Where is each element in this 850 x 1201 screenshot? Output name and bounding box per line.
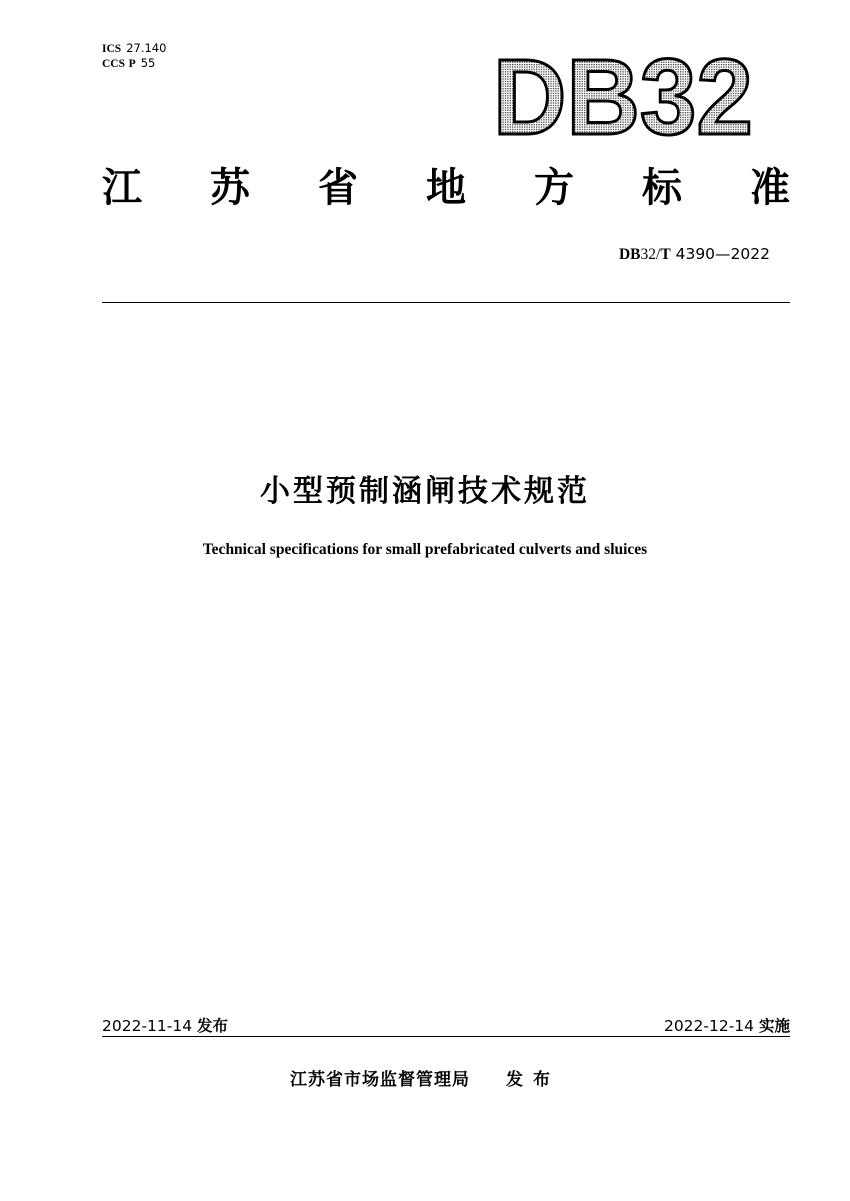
ccs-value: 55 — [140, 56, 156, 70]
standard-type-char: 标 — [642, 165, 682, 211]
issuer-organization: 江苏省市场监督管理局 — [290, 1070, 470, 1090]
std-number-db: DB — [618, 246, 641, 263]
issuing-authority — [0, 1065, 850, 1090]
std-number-t: T — [660, 246, 671, 263]
document-title-english: Technical specifications for small prefabricated culverts and sluices — [202, 541, 648, 558]
implementation-date — [664, 1014, 790, 1036]
db32-logo — [488, 40, 758, 140]
ics-code — [102, 41, 166, 56]
standard-type-char: 准 — [750, 165, 790, 211]
ics-label: ICS — [102, 43, 122, 55]
document-title-chinese: 小型预制涵闸技术规范 — [260, 474, 590, 509]
std-number-32: 32/ — [640, 246, 661, 263]
standard-number — [619, 245, 770, 264]
header-divider — [102, 302, 790, 303]
issue-date — [102, 1014, 228, 1036]
implementation-date-word: 实施 — [758, 1017, 790, 1035]
std-number-value: 4390—2022 — [670, 245, 770, 263]
ics-value: 27.140 — [126, 41, 167, 55]
classification-codes — [102, 41, 166, 71]
standard-type-char: 苏 — [210, 165, 250, 211]
issuer-verb: 发布 — [506, 1070, 560, 1090]
implementation-date-value: 2022-12-14 — [663, 1017, 755, 1035]
standard-type-char: 方 — [534, 165, 574, 211]
ccs-code — [102, 56, 166, 71]
issue-date-word: 发布 — [197, 1017, 229, 1035]
footer-divider — [102, 1036, 790, 1037]
logo-text: DB32 — [493, 40, 753, 140]
standard-type-heading — [102, 166, 790, 210]
ccs-letter: P — [128, 58, 136, 70]
standard-type-char: 江 — [102, 165, 142, 211]
standard-type-char: 省 — [318, 165, 358, 211]
standard-type-char: 地 — [426, 165, 466, 211]
ccs-label: CCS — [102, 58, 126, 70]
issue-date-value: 2022-11-14 — [102, 1017, 193, 1035]
